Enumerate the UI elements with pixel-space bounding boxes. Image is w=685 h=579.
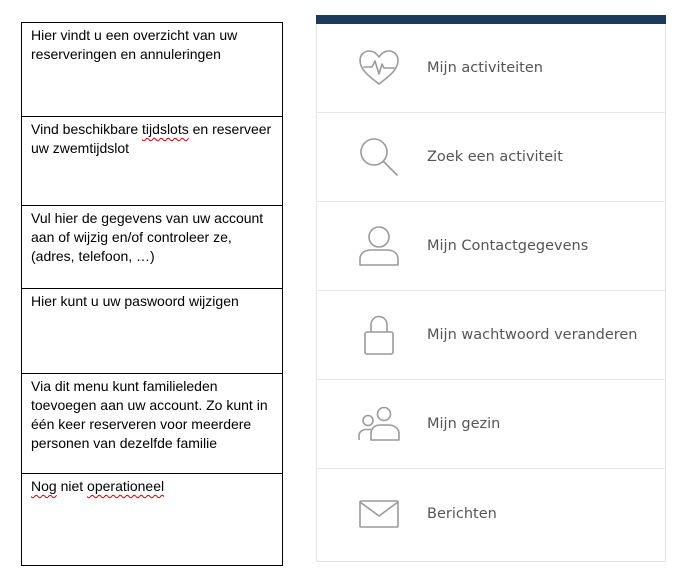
spellcheck-word: tijdslots [142, 121, 189, 137]
description-activities [22, 23, 283, 117]
user-icon [357, 224, 401, 268]
description-text: Hier kunt u uw paswoord wijzigen [31, 293, 239, 309]
description-row [22, 23, 283, 117]
envelope-icon [357, 492, 401, 536]
search-icon [357, 135, 401, 179]
description-search [22, 117, 283, 206]
description-row [22, 474, 283, 566]
heart-pulse-icon [357, 46, 401, 90]
lock-icon [357, 313, 401, 357]
menu-item-change-password[interactable] [317, 291, 665, 380]
description-table [21, 22, 283, 566]
account-menu [316, 15, 666, 562]
menu-label: Mijn Contactgegevens [427, 238, 589, 254]
menu-label: Mijn activiteiten [427, 60, 543, 76]
description-text: niet [56, 478, 88, 494]
spellcheck-word: operationeel [87, 478, 165, 494]
description-text: Hier vindt u een overzicht van uw reserveringen en annuleringen [31, 27, 238, 62]
description-contact [22, 206, 283, 289]
menu-item-my-family[interactable] [317, 380, 665, 469]
menu-item-search-activity[interactable] [317, 113, 665, 202]
menu-label: Berichten [427, 505, 497, 522]
menu-item-messages[interactable] [317, 469, 665, 558]
menu-label: Mijn gezin [427, 416, 501, 432]
menu-label: Mijn wachtwoord veranderen [427, 327, 638, 343]
description-text: Vind beschikbare [31, 121, 143, 137]
description-row [22, 206, 283, 289]
menu-item-my-activities[interactable] [317, 24, 665, 113]
description-row [22, 374, 283, 474]
spellcheck-word: Nog [31, 478, 57, 494]
description-row [22, 117, 283, 206]
description-text: en reserveer uw zwemtijdslot [31, 121, 272, 156]
family-icon [357, 402, 401, 446]
menu-label: Zoek een activiteit [427, 149, 563, 165]
description-row [22, 289, 283, 374]
menu-top-bar [316, 15, 666, 24]
menu-item-contact-details[interactable] [317, 202, 665, 291]
description-messages [22, 474, 283, 566]
description-password [22, 289, 283, 374]
description-family [22, 374, 283, 474]
description-text: Via dit menu kunt familieleden toevoegen aan uw account. Zo kunt in één keer reserveren voor meerdere personen van dezelfde familie [31, 378, 268, 451]
description-text: Vul hier de gegevens van uw account aan of wijzig en/of controleer ze, (adres, telefoon, …) [31, 210, 264, 264]
